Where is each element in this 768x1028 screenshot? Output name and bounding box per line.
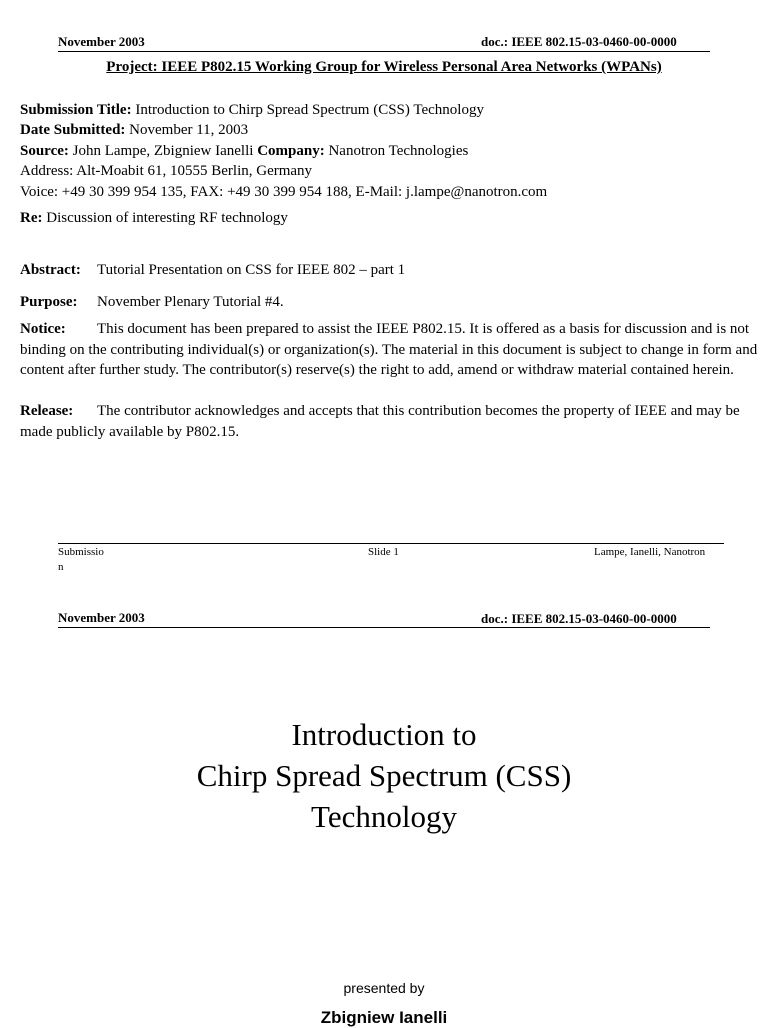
purpose-line	[20, 292, 284, 312]
footer-authors: Lampe, Ianelli, Nanotron	[594, 546, 706, 558]
footer-left-line2: n	[58, 561, 64, 573]
footer-left-line1: Submissio	[58, 546, 104, 558]
submission-title-line	[20, 100, 484, 120]
address-line: Address: Alt-Moabit 61, 10555 Berlin, Germany	[20, 163, 313, 179]
abstract-value: Tutorial Presentation on CSS for IEEE 802 – part 1	[97, 262, 406, 278]
footer-rule	[58, 543, 724, 544]
footer-slide-number: Slide 1	[368, 546, 399, 558]
purpose-label: Purpose:	[20, 294, 78, 310]
notice-label: Notice:	[20, 321, 66, 337]
abstract-label: Abstract:	[20, 262, 81, 278]
date-submitted-line	[20, 120, 248, 140]
abstract-line	[20, 260, 405, 280]
header-doc-id: doc.: IEEE 802.15-03-0460-00-0000	[481, 34, 677, 49]
release-label: Release:	[20, 403, 74, 419]
voice-line: Voice: +49 30 399 954 135, FAX: +49 30 399 954 188, E-Mail: j.lampe@nanotron.com	[20, 184, 548, 200]
date-submitted-value: November 11, 2003	[129, 122, 249, 138]
notice-paragraph	[20, 319, 760, 381]
presenter-name: Zbigniew Ianelli	[320, 1008, 448, 1027]
page2-header-doc-id: doc.: IEEE 802.15-03-0460-00-0000	[481, 611, 677, 626]
footer-left	[58, 545, 104, 575]
submission-title-value: Introduction to Chirp Spread Spectrum (CSS) Technology	[135, 102, 484, 118]
slide-title-line3: Technology	[311, 799, 457, 834]
re-line	[20, 208, 288, 228]
re-label: Re:	[20, 210, 43, 226]
date-submitted-label: Date Submitted:	[20, 122, 126, 138]
company-value: Nanotron Technologies	[328, 143, 469, 159]
re-value: Discussion of interesting RF technology	[46, 210, 288, 226]
slide-title-line1: Introduction to	[291, 717, 477, 752]
page2-header-date: November 2003	[58, 610, 145, 625]
release-paragraph	[20, 401, 760, 442]
source-line	[20, 141, 468, 161]
slide-title-line2: Chirp Spread Spectrum (CSS)	[196, 758, 572, 793]
slide-title	[0, 714, 768, 837]
notice-value: This document has been prepared to assist the IEEE P802.15. It is offered as a basis for discussion and is not binding on the contributing individual(s) or organization(s). The material in this document is subject to change in form and content after further study. The contributor(s) reserve(s) the right to add, amend or withdraw material contained herein.	[20, 321, 758, 378]
project-title: Project: IEEE P802.15 Working Group for Wireless Personal Area Networks (WPANs)	[106, 59, 662, 75]
purpose-value: November Plenary Tutorial #4.	[97, 294, 284, 310]
source-value: John Lampe, Zbigniew Ianelli	[72, 143, 254, 159]
release-value: The contributor acknowledges and accepts that this contribution becomes the property of IEEE and may be made publicly available by P802.15.	[20, 403, 740, 440]
presented-by-label: presented by	[343, 980, 425, 996]
header-date: November 2003	[58, 34, 145, 49]
submission-title-label: Submission Title:	[20, 102, 132, 118]
source-label: Source:	[20, 143, 69, 159]
header-rule	[58, 51, 710, 52]
page2-header-rule	[58, 627, 710, 628]
company-label: Company:	[257, 143, 325, 159]
